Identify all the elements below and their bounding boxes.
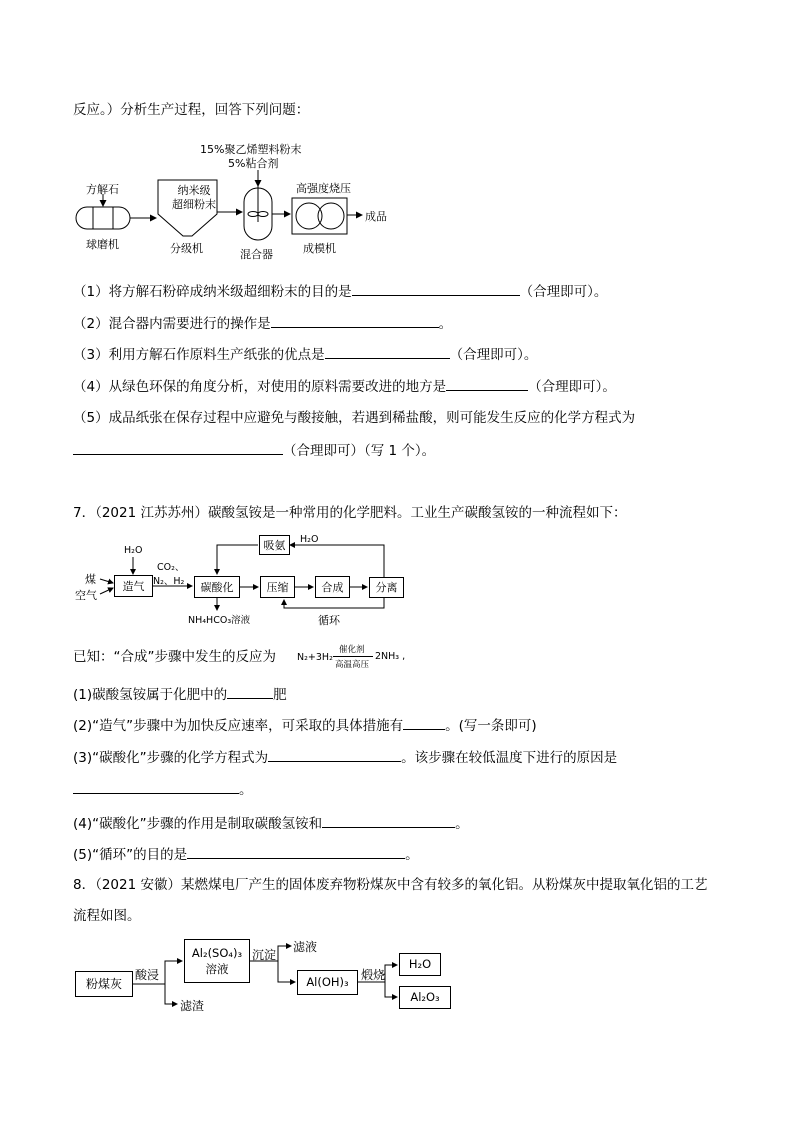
eq-condition-bottom: 高温高压 [335, 660, 370, 670]
q6-part3: （3）利用方解石作原料生产纸张的优点是 （合理即可）。 [73, 344, 537, 365]
q8-heading-line1: 8．（2021 安徽）某燃煤电厂产生的固体废弃物粉煤灰中含有较多的氧化铝。从粉煤灰中提取氧化铝的工艺 [73, 877, 708, 893]
nh4hco3-solution-label: NH₄HCO₃溶液 [188, 615, 251, 626]
q6-part5-line2: （合理即可）（写 1 个）。 [73, 440, 435, 461]
additive-line1: 15%聚乙烯塑料粉末 [200, 143, 302, 156]
nano-powder-label: 纳米级 超细粉末 [172, 184, 216, 211]
high-temp-label: 高强度烧压 [296, 182, 351, 195]
eq-right: 2NH₃ , [375, 651, 406, 662]
synthesis-box: 合成 [315, 576, 350, 598]
absorb-ammonia-box: 吸氨 [259, 535, 290, 555]
filtrate-label: 滤液 [293, 940, 318, 954]
q7-part3: (3)“碳酸化”步骤的化学方程式为 。该步骤在较低温度下进行的原因是 [73, 747, 617, 768]
calcine-label: 煅烧 [361, 968, 386, 982]
eq-left: N₂+3H₂ [297, 652, 333, 663]
co2-label: CO₂、 [157, 562, 185, 573]
q6-part5-line1: （5）成品纸张在保存过程中应避免与酸接触，若遇到稀盐酸，则可能发生反应的化学方程式为 [73, 410, 636, 426]
separate-box: 分离 [369, 577, 404, 598]
carbonation-box: 碳酸化 [194, 576, 240, 598]
q7-part3-line2: 。 [73, 779, 253, 800]
acid-leach-label: 酸浸 [135, 968, 160, 982]
classifier-label: 分级机 [170, 242, 203, 255]
q7-part2: (2)“造气”步骤中为加快反应速率，可采取的具体措施有 。(写一条即可) [73, 715, 537, 736]
q7-heading: 7．（2021 江苏苏州）碳酸氢铵是一种常用的化学肥料。工业生产碳酸氢铵的一种流程如下： [73, 505, 627, 521]
air-label: 空气 [75, 589, 97, 602]
q7-part5: (5)“循环”的目的是 。 [73, 844, 419, 865]
filter-residue-label: 滤渣 [180, 999, 205, 1013]
make-gas-box: 造气 [114, 575, 153, 597]
precipitate-label: 沉淀 [252, 948, 277, 962]
q7-known-reaction: 已知：“合成”步骤中发生的反应为 [73, 649, 276, 665]
coal-label: 煤 [85, 573, 96, 586]
al2so43-solution-box: Al₂(SO₄)₃ 溶液 [184, 939, 250, 983]
fly-ash-box: 粉煤灰 [75, 971, 133, 997]
q7-part1: (1)碳酸氢铵属于化肥中的 肥 [73, 684, 287, 705]
eq-condition-top: 催化剂 [339, 645, 365, 655]
mixer-label: 混合器 [240, 248, 273, 261]
h2o-recycle-label: H₂O [300, 534, 319, 545]
n2h2-label: N₂、H₂ [153, 576, 185, 587]
forming-machine-label: 成模机 [303, 242, 336, 255]
q6-part2: （2）混合器内需要进行的操作是 。 [73, 313, 452, 334]
q8-heading-line2: 流程如图。 [73, 908, 141, 924]
compress-box: 压缩 [260, 576, 295, 598]
al2o3-product-box: Al₂O₃ [399, 986, 451, 1009]
q6-part1: （1）将方解石粉碎成纳米级超细粉末的目的是 （合理即可）。 [73, 281, 607, 302]
q7-part4: (4)“碳酸化”步骤的作用是制取碳酸氢铵和 。 [73, 813, 469, 834]
aloh3-box: Al(OH)₃ [297, 970, 358, 995]
cycle-label: 循环 [318, 614, 340, 627]
q6-part4: （4）从绿色环保的角度分析，对使用的原料需要改进的地方是 （合理即可）。 [73, 376, 616, 397]
ball-mill-label: 球磨机 [86, 238, 119, 251]
product-label: 成品 [365, 210, 387, 223]
h2o-input-label: H₂O [124, 545, 143, 556]
intro-line: 反应。）分析生产过程，回答下列问题： [73, 102, 310, 118]
raw-material-label: 方解石 [86, 183, 119, 196]
additive-line2: 5%粘合剂 [228, 157, 279, 170]
h2o-product-box: H₂O [399, 953, 441, 976]
